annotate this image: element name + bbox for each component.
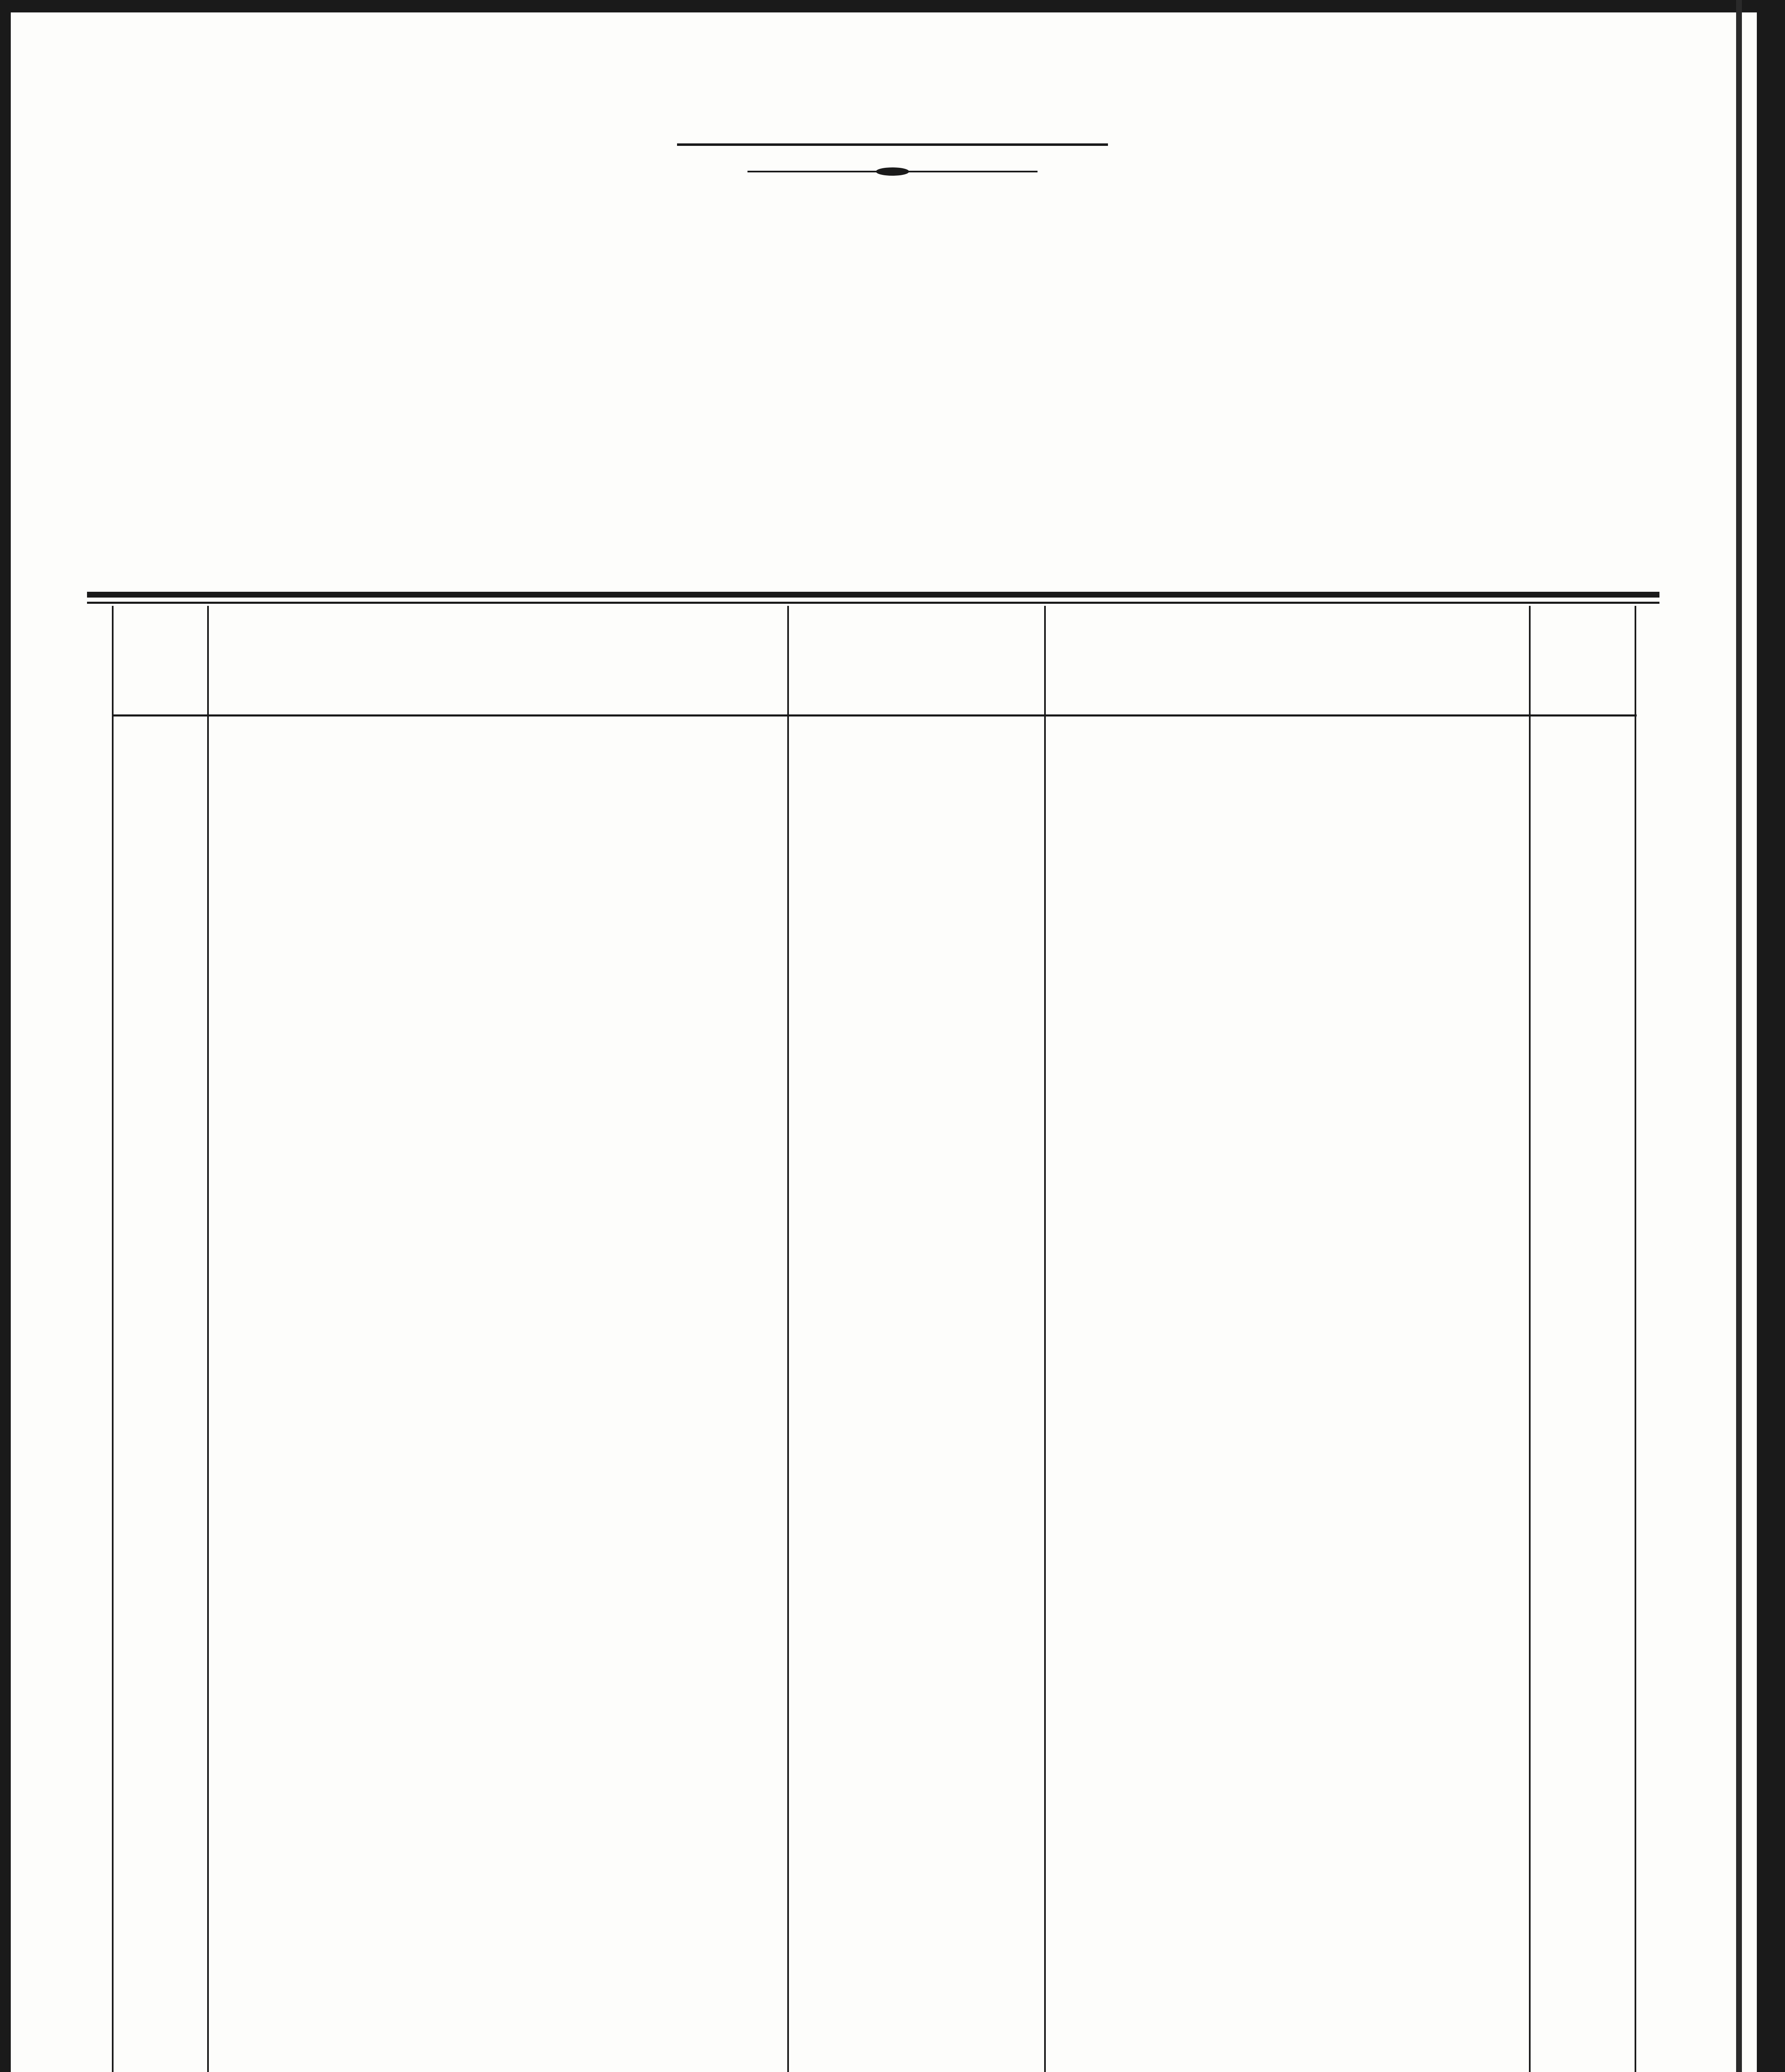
table-header bbox=[112, 606, 1637, 716]
column-rule bbox=[112, 606, 114, 2072]
scan-border-right bbox=[1757, 0, 1785, 2072]
col-party-no bbox=[112, 606, 207, 714]
header-rule-thick bbox=[87, 592, 1659, 598]
ornament-divider bbox=[747, 171, 1038, 172]
col-persons bbox=[1529, 606, 1635, 714]
col-origin bbox=[787, 606, 1044, 714]
issue-rule bbox=[677, 143, 1108, 146]
col-residence bbox=[1044, 606, 1529, 714]
scan-border-left bbox=[0, 0, 11, 2072]
col-name bbox=[207, 606, 787, 714]
ornament-diamond bbox=[876, 167, 909, 176]
masthead bbox=[0, 141, 1785, 193]
column-rule bbox=[1529, 606, 1531, 2072]
scan-border-top bbox=[0, 0, 1785, 12]
column-rule bbox=[1044, 606, 1046, 2072]
header-rule-thin bbox=[87, 602, 1659, 604]
column-rule bbox=[207, 606, 209, 2072]
column-rule bbox=[1635, 606, 1636, 2072]
column-rule bbox=[787, 606, 789, 2072]
header-row bbox=[112, 606, 1637, 716]
scan-border-right-inner bbox=[1736, 0, 1742, 2072]
